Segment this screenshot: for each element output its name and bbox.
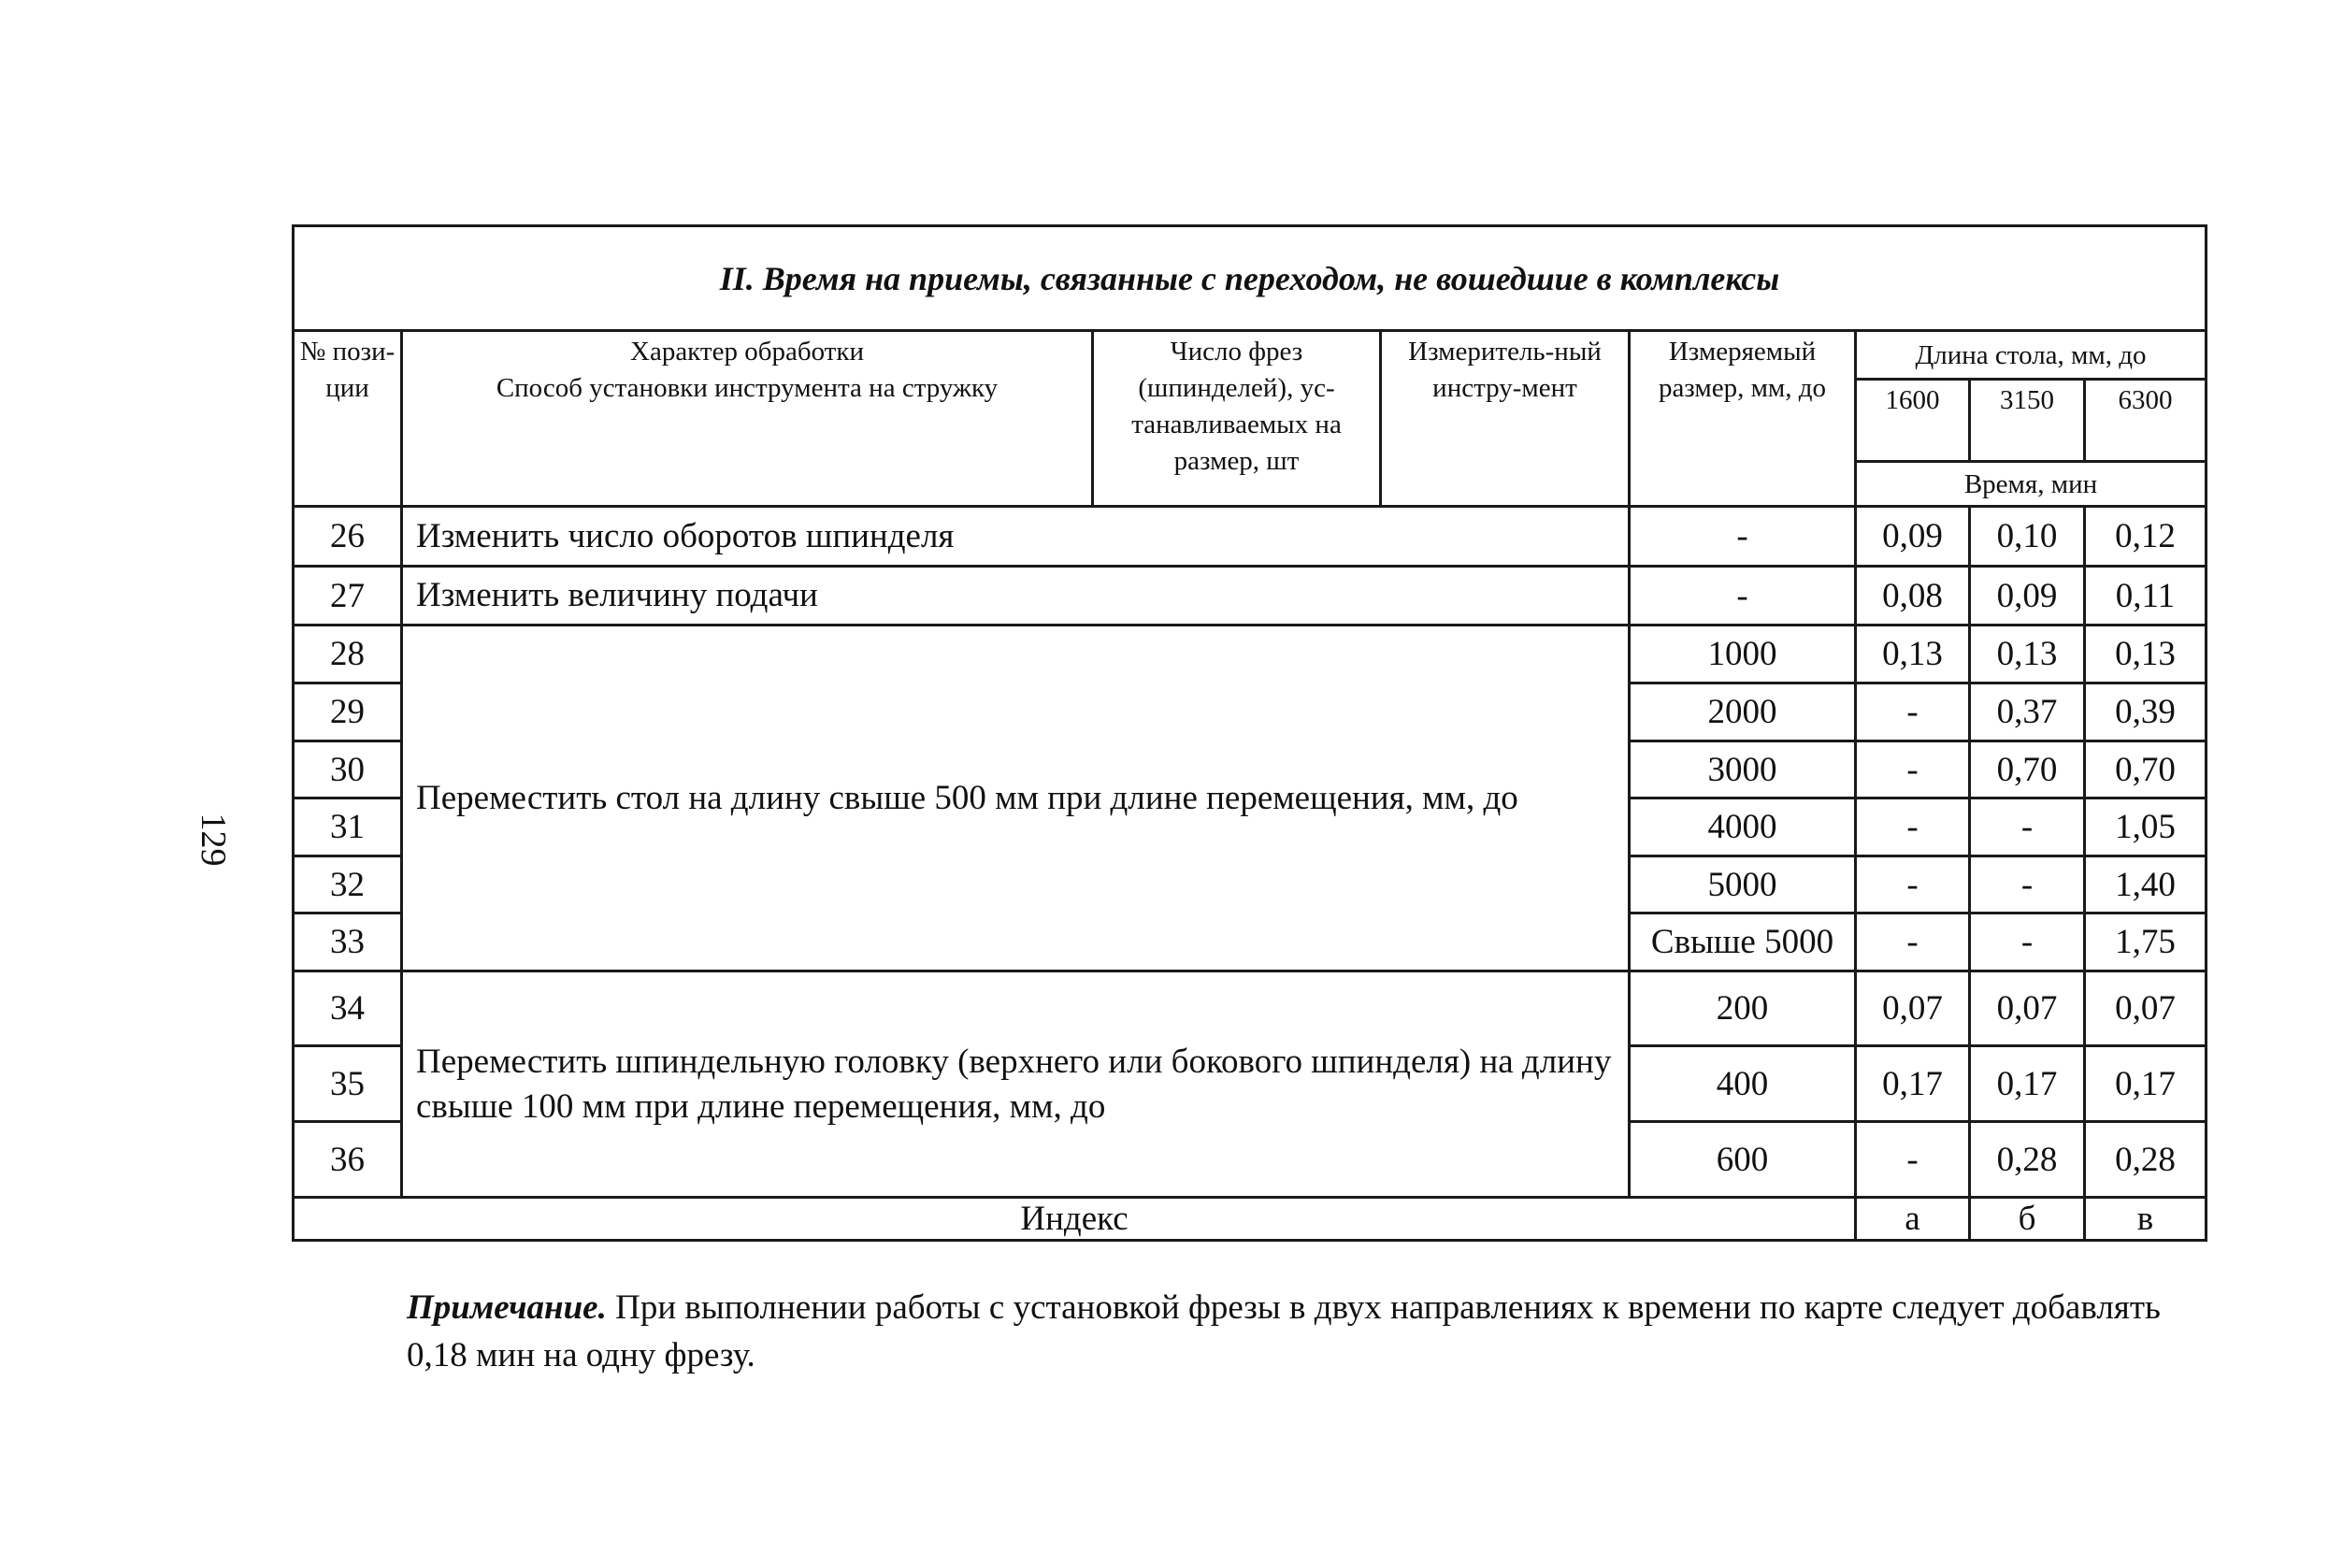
row-number: 32 [294, 856, 402, 913]
time-1600: - [1856, 798, 1970, 856]
header-length-6300: 6300 [2085, 380, 2207, 462]
row-number: 26 [294, 507, 402, 567]
time-3150: - [1970, 798, 2085, 856]
header-method-label: Способ установки инструмента на стружку [496, 373, 999, 403]
measured-size: Свыше 5000 [1630, 913, 1856, 971]
time-3150: 0,70 [1970, 741, 2085, 798]
note-paragraph [309, 1284, 2207, 1379]
table-row [294, 626, 2207, 683]
row-number: 31 [294, 798, 402, 856]
table-row [294, 971, 2207, 1046]
measured-size: 600 [1630, 1122, 1856, 1198]
row-description: Изменить величину подачи [402, 567, 1630, 626]
row-description: Изменить число оборотов шпинделя [402, 507, 1630, 567]
time-6300: 0,17 [2085, 1046, 2207, 1122]
time-3150: 0,10 [1970, 507, 2085, 567]
time-1600: - [1856, 1122, 1970, 1198]
time-6300: 0,28 [2085, 1122, 2207, 1198]
row-number: 28 [294, 626, 402, 683]
time-6300: 0,12 [2085, 507, 2207, 567]
row-number: 35 [294, 1046, 402, 1122]
header-length-1600: 1600 [1856, 380, 1970, 462]
table-row [294, 567, 2207, 626]
header-length-3150: 3150 [1970, 380, 2085, 462]
measured-size: 2000 [1630, 683, 1856, 741]
time-1600: 0,07 [1856, 971, 1970, 1046]
index-a: а [1856, 1198, 1970, 1241]
row-number: 36 [294, 1122, 402, 1198]
time-6300: 0,13 [2085, 626, 2207, 683]
header-character [402, 331, 1093, 507]
header-table-length: Длина стола, мм, до [1856, 331, 2207, 380]
index-label: Индекс [294, 1198, 1856, 1241]
time-1600: - [1856, 856, 1970, 913]
header-character-label: Характер обработки [630, 337, 864, 367]
measured-size: 1000 [1630, 626, 1856, 683]
table-title: II. Время на приемы, связанные с переходом, не вошедшие в комплексы [294, 226, 2207, 331]
header-row-1 [294, 331, 2207, 380]
note-text: При выполнении работы с установкой фрезы в двух направлениях к времени по карте следует добавлять 0,18 мин на одну фрезу. [407, 1288, 2161, 1374]
header-cutters: Число фрез (шпинделей), ус-танавливаемых на размер, шт [1093, 331, 1381, 507]
index-c: в [2085, 1198, 2207, 1241]
measured-size: 5000 [1630, 856, 1856, 913]
time-6300: 1,05 [2085, 798, 2207, 856]
header-measured-size: Измеряемый размер, мм, до [1630, 331, 1856, 507]
norms-table [292, 224, 2207, 1242]
group-description-head: Переместить шпиндельную головку (верхнего или бокового шпинделя) на длину свыше 100 мм при длине перемещения, мм, до [402, 971, 1630, 1198]
time-6300: 1,40 [2085, 856, 2207, 913]
index-b: б [1970, 1198, 2085, 1241]
time-1600: - [1856, 683, 1970, 741]
measured-size: - [1630, 567, 1856, 626]
header-position: № пози-ции [294, 331, 402, 507]
time-1600: - [1856, 913, 1970, 971]
time-3150: 0,09 [1970, 567, 2085, 626]
time-3150: 0,37 [1970, 683, 2085, 741]
row-number: 33 [294, 913, 402, 971]
time-6300: 0,70 [2085, 741, 2207, 798]
measured-size: - [1630, 507, 1856, 567]
time-6300: 1,75 [2085, 913, 2207, 971]
time-1600: 0,17 [1856, 1046, 1970, 1122]
page-number: 129 [194, 813, 233, 867]
group-description-table: Переместить стол на длину свыше 500 мм при длине перемещения, мм, до [402, 626, 1630, 971]
time-3150: - [1970, 856, 2085, 913]
measured-size: 4000 [1630, 798, 1856, 856]
time-6300: 0,07 [2085, 971, 2207, 1046]
measured-size: 400 [1630, 1046, 1856, 1122]
measured-size: 3000 [1630, 741, 1856, 798]
note-lead: Примечание. [407, 1288, 607, 1327]
header-instrument: Измеритель-ный инстру-мент [1381, 331, 1630, 507]
time-1600: - [1856, 741, 1970, 798]
row-number: 27 [294, 567, 402, 626]
time-3150: 0,13 [1970, 626, 2085, 683]
time-3150: 0,28 [1970, 1122, 2085, 1198]
title-row [294, 226, 2207, 331]
time-3150: 0,17 [1970, 1046, 2085, 1122]
time-1600: 0,13 [1856, 626, 1970, 683]
note-body [309, 1284, 2207, 1379]
time-1600: 0,09 [1856, 507, 1970, 567]
index-row [294, 1198, 2207, 1241]
row-number: 29 [294, 683, 402, 741]
header-time: Время, мин [1856, 462, 2207, 507]
time-6300: 0,39 [2085, 683, 2207, 741]
time-3150: - [1970, 913, 2085, 971]
row-number: 34 [294, 971, 402, 1046]
time-1600: 0,08 [1856, 567, 1970, 626]
row-number: 30 [294, 741, 402, 798]
time-6300: 0,11 [2085, 567, 2207, 626]
table-row [294, 507, 2207, 567]
time-3150: 0,07 [1970, 971, 2085, 1046]
measured-size: 200 [1630, 971, 1856, 1046]
